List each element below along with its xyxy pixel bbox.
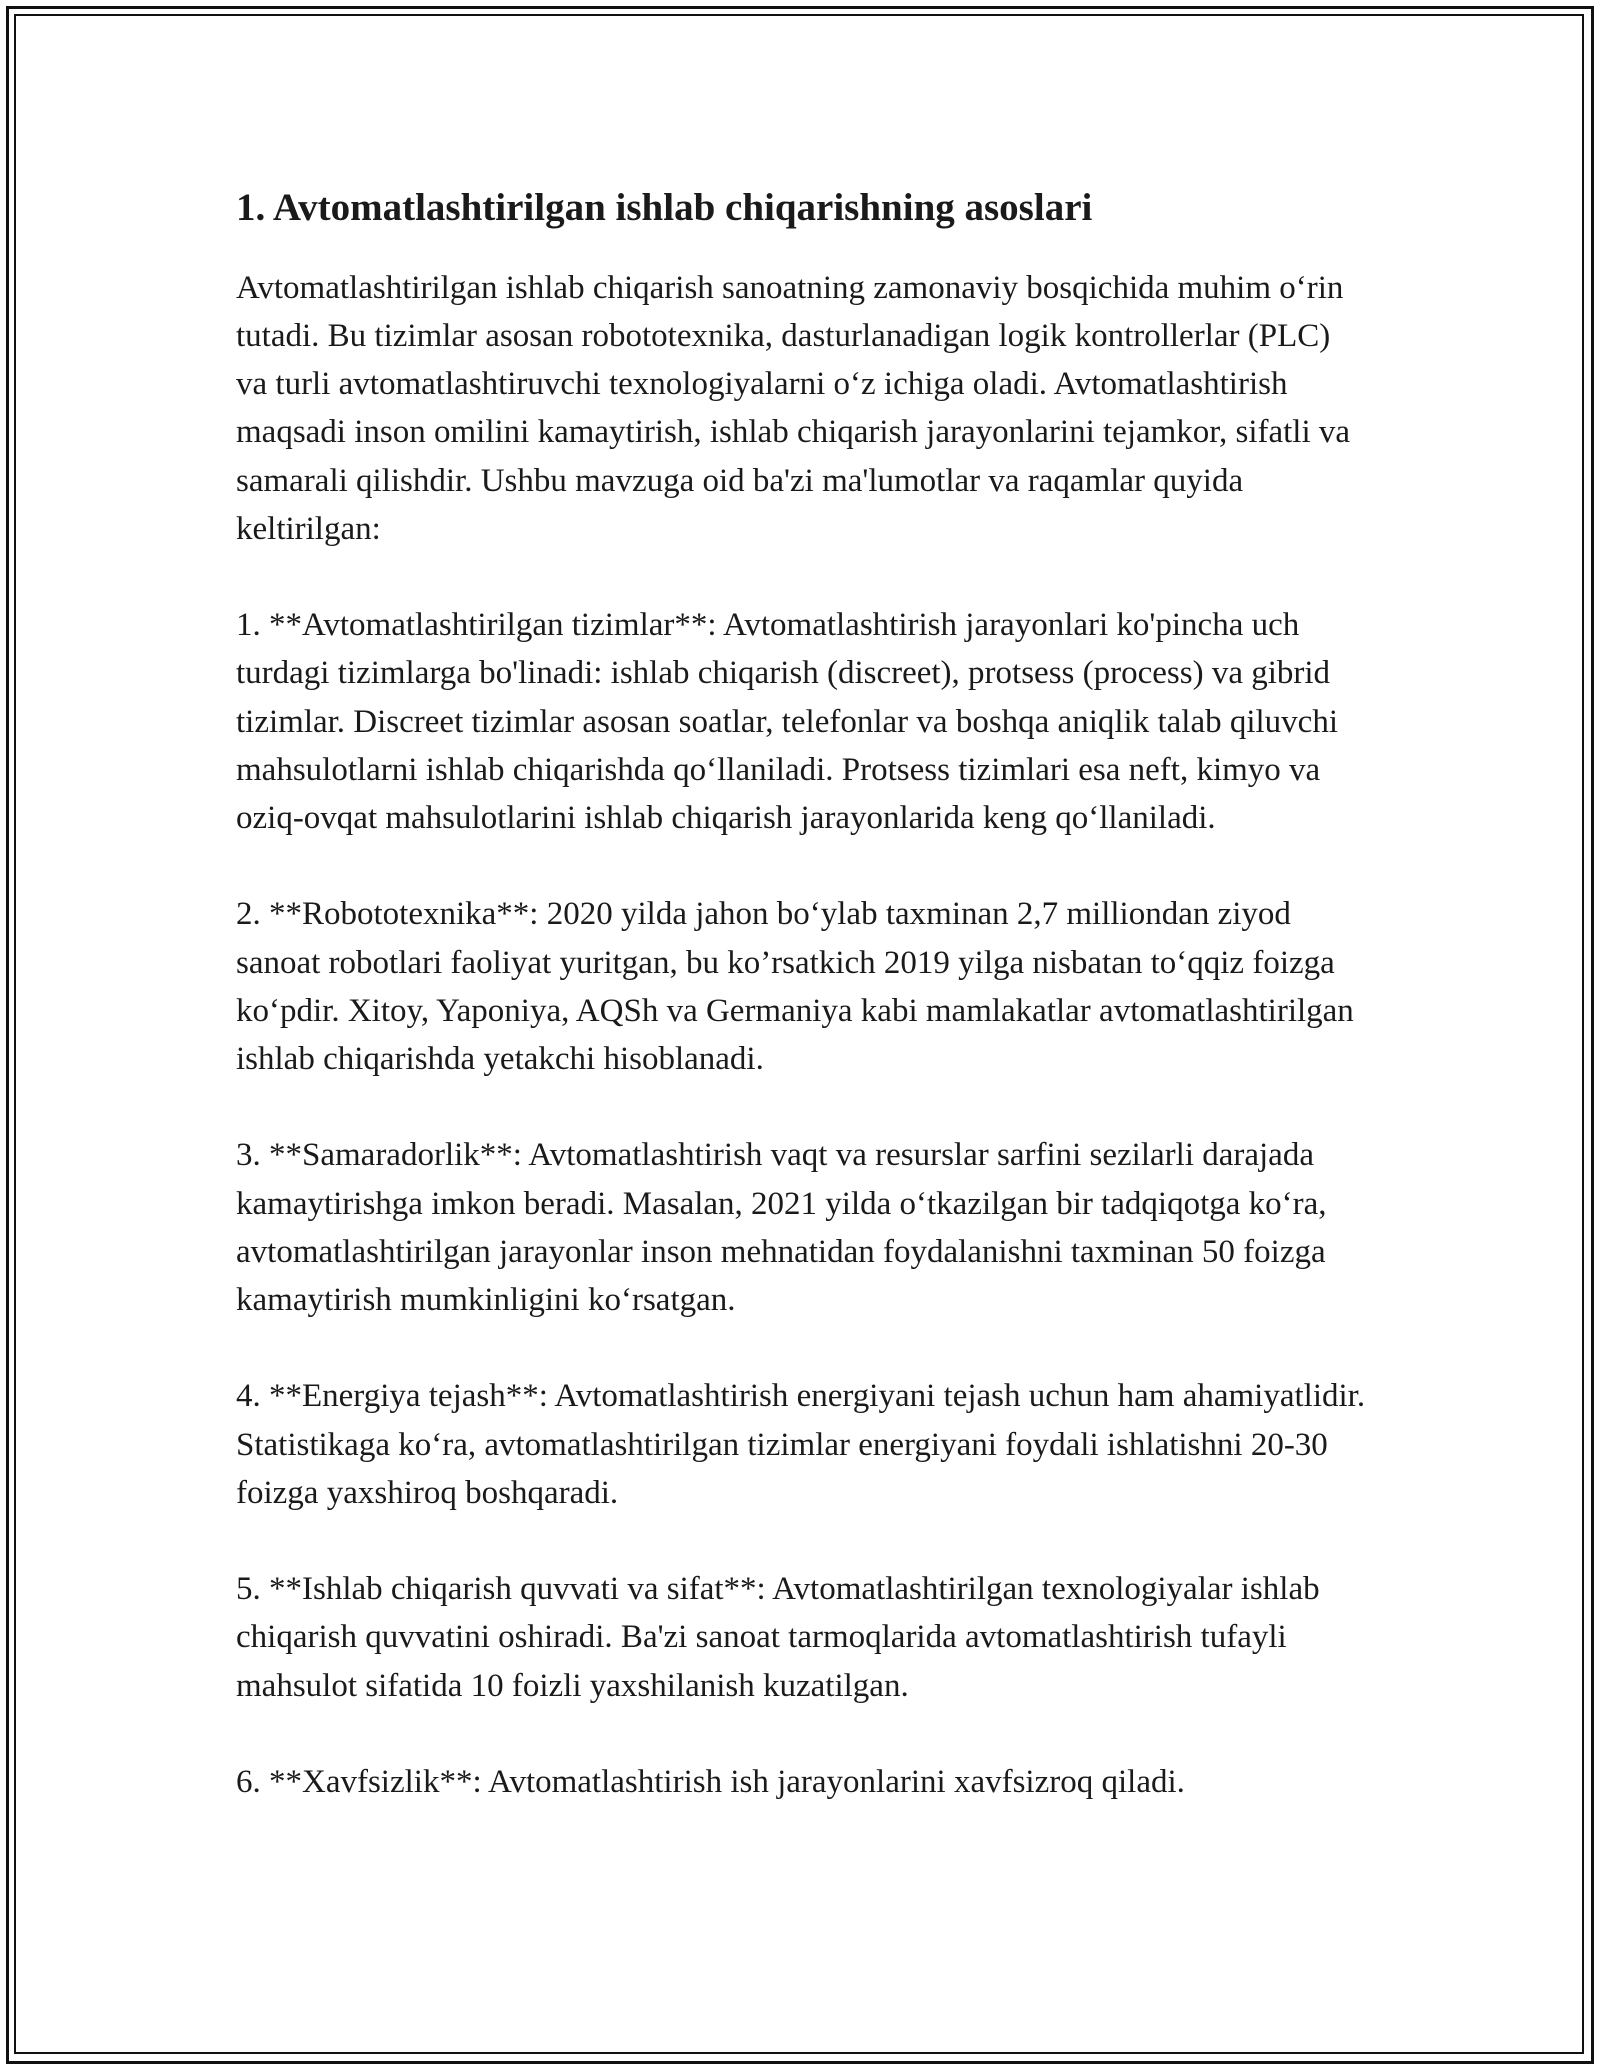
list-item-6: 6. **Xavfsizlik**: Avtomatlashtirish ish jarayonlarini xavfsizroq qiladi. xyxy=(236,1764,1185,1800)
intro-paragraph: Avtomatlashtirilgan ishlab chiqarish sanoatning zamonaviy bosqichida muhim o‘rin tutadi. Bu tizimlar asosan robototexnika, dasturlanadigan logik kontrollerlar (PLC) va turli avtomatlashtiruvchi texnologiyalarni o‘z ichiga oladi. Avtomatlashtirish maqsadi inson omilini kamaytirish, ishlab chiqarish jarayonlarini tejamkor, sifatli va samarali qilishdir. Ushbu mavzuga oid ba'zi ma'lumotlar va raqamlar quyida keltirilgan: xyxy=(236,269,1351,547)
list-item-1: 1. **Avtomatlashtirilgan tizimlar**: Avtomatlashtirish jarayonlari ko'pincha uch turdagi tizimlarga bo'linadi: ishlab chiqarish (discreet), protsess (process) va gibrid tizimlar. Discreet tizimlar asosan soatlar, telefonlar va boshqa aniqlik talab qiluvchi mahsulotlarni ishlab chiqarishda qo‘llaniladi. Protsess tizimlari esa neft, kimyo va oziq-ovqat mahsulotlarini ishlab chiqarish jarayonlarida keng qo‘llaniladi. xyxy=(236,607,1338,837)
list-item-2: 2. **Robototexnika**: 2020 yilda jahon bo‘ylab taxminan 2,7 milliondan ziyod sanoat robotlari faoliyat yuritgan, bu ko’rsatkich 2019 yilga nisbatan to‘qqiz foizga ko‘pdir. Xitoy, Yaponiya, AQSh va Germaniya kabi mamlakatlar avtomatlashtirilgan ishlab chiqarishda yetakchi hisoblanadi. xyxy=(236,896,1354,1078)
document-body xyxy=(236,185,1366,1806)
list-item-3: 3. **Samaradorlik**: Avtomatlashtirish vaqt va resurslar sarfini sezilarli darajada kamaytirishga imkon beradi. Masalan, 2021 yilda o‘tkazilgan bir tadqiqotga ko‘ra, avtomatlashtirilgan jarayonlar inson mehnatidan foydalanishni taxminan 50 foizga kamaytirish mumkinligini ko‘rsatgan. xyxy=(236,1137,1327,1319)
list-item-4: 4. **Energiya tejash**: Avtomatlashtirish energiyani tejash uchun ham ahamiyatlidir. Statistikaga ko‘ra, avtomatlashtirilgan tizimlar energiyani foydali ishlatishni 20-30 foizga yaxshiroq boshqaradi. xyxy=(236,1378,1366,1511)
document-title: 1. Avtomatlashtirilgan ishlab chiqarishning asoslari xyxy=(236,186,1093,229)
list-item-5: 5. **Ishlab chiqarish quvvati va sifat**: Avtomatlashtirilgan texnologiyalar ishlab chiqarish quvvatini oshiradi. Ba'zi sanoat tarmoqlarida avtomatlashtirish tufayli mahsulot sifatida 10 foizli yaxshilanish kuzatilgan. xyxy=(236,1571,1320,1704)
